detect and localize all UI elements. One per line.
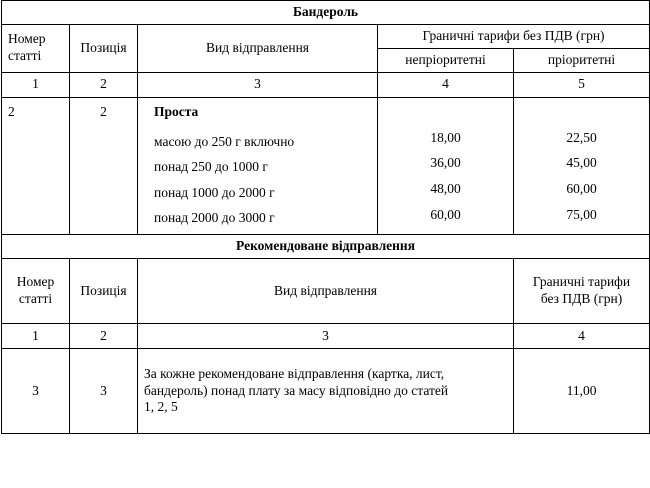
header-non-priority: непріоритетні (378, 48, 514, 72)
kind-item: понад 2000 до 3000 г (154, 210, 275, 226)
num2-col-2: 2 (70, 323, 138, 348)
num2-col-4: 4 (514, 323, 650, 348)
price-value: 18,00 (430, 129, 461, 145)
row-article: 2 (2, 97, 70, 234)
header-position: Позиція (70, 24, 138, 72)
price-value: 45,00 (566, 155, 597, 171)
section1-data-row (2, 97, 650, 234)
price-value: 36,00 (430, 155, 461, 171)
description-line: 1, 2, 5 (144, 399, 178, 415)
row2-position: 3 (70, 348, 138, 433)
section2-header-row (2, 258, 650, 323)
row-kind-cell (138, 97, 378, 234)
section2-data-row (2, 348, 650, 433)
spacer (520, 104, 643, 125)
section2-title: Рекомендоване відправлення (2, 235, 650, 259)
row-priority-cell (514, 97, 650, 234)
num-col-1: 1 (2, 72, 70, 97)
section1-title-row (2, 1, 650, 25)
num-col-2: 2 (70, 72, 138, 97)
kind-title: Проста (154, 103, 199, 119)
spacer (384, 104, 507, 125)
description-line: бандероль) понад плату за масу відповідно до статей (144, 382, 449, 398)
price-value: 48,00 (430, 180, 461, 196)
priority-prices (520, 125, 643, 228)
header-priority: пріоритетні (514, 48, 650, 72)
row-position: 2 (70, 97, 138, 234)
num-col-4: 4 (378, 72, 514, 97)
header2-tariff: Граничні тарифи без ПДВ (грн) (514, 258, 650, 323)
kind-item: понад 250 до 1000 г (154, 159, 268, 175)
row-non-priority-cell (378, 97, 514, 234)
row2-tariff: 11,00 (514, 348, 650, 433)
non-priority-prices (384, 125, 507, 228)
num2-col-3: 3 (138, 323, 514, 348)
price-value: 60,00 (566, 180, 597, 196)
kind-item: масою до 250 г включно (154, 133, 295, 149)
num-col-5: 5 (514, 72, 650, 97)
section2-numbering-row (2, 323, 650, 348)
header-article-number: Номер статті (2, 24, 70, 72)
description-line: За кожне рекомендоване відправлення (картка, лист, (144, 365, 445, 381)
header2-article-number: Номер статті (2, 258, 70, 323)
kind-item: понад 1000 до 2000 г (154, 184, 275, 200)
price-value: 75,00 (566, 206, 597, 222)
header-tariff-group: Граничні тарифи без ПДВ (грн) (378, 24, 650, 48)
header2-position: Позиція (70, 258, 138, 323)
section1-title: Бандероль (2, 1, 650, 25)
num2-col-1: 1 (2, 323, 70, 348)
section1-numbering-row (2, 72, 650, 97)
header-kind: Вид відправлення (138, 24, 378, 72)
num-col-3: 3 (138, 72, 378, 97)
row2-article: 3 (2, 348, 70, 433)
section1-header-row-1 (2, 24, 650, 48)
section2-title-row (2, 235, 650, 259)
header2-kind: Вид відправлення (138, 258, 514, 323)
kind-items (144, 129, 371, 232)
tariff-table (1, 0, 650, 434)
price-value: 60,00 (430, 206, 461, 222)
price-value: 22,50 (566, 129, 597, 145)
row2-description (138, 348, 514, 433)
